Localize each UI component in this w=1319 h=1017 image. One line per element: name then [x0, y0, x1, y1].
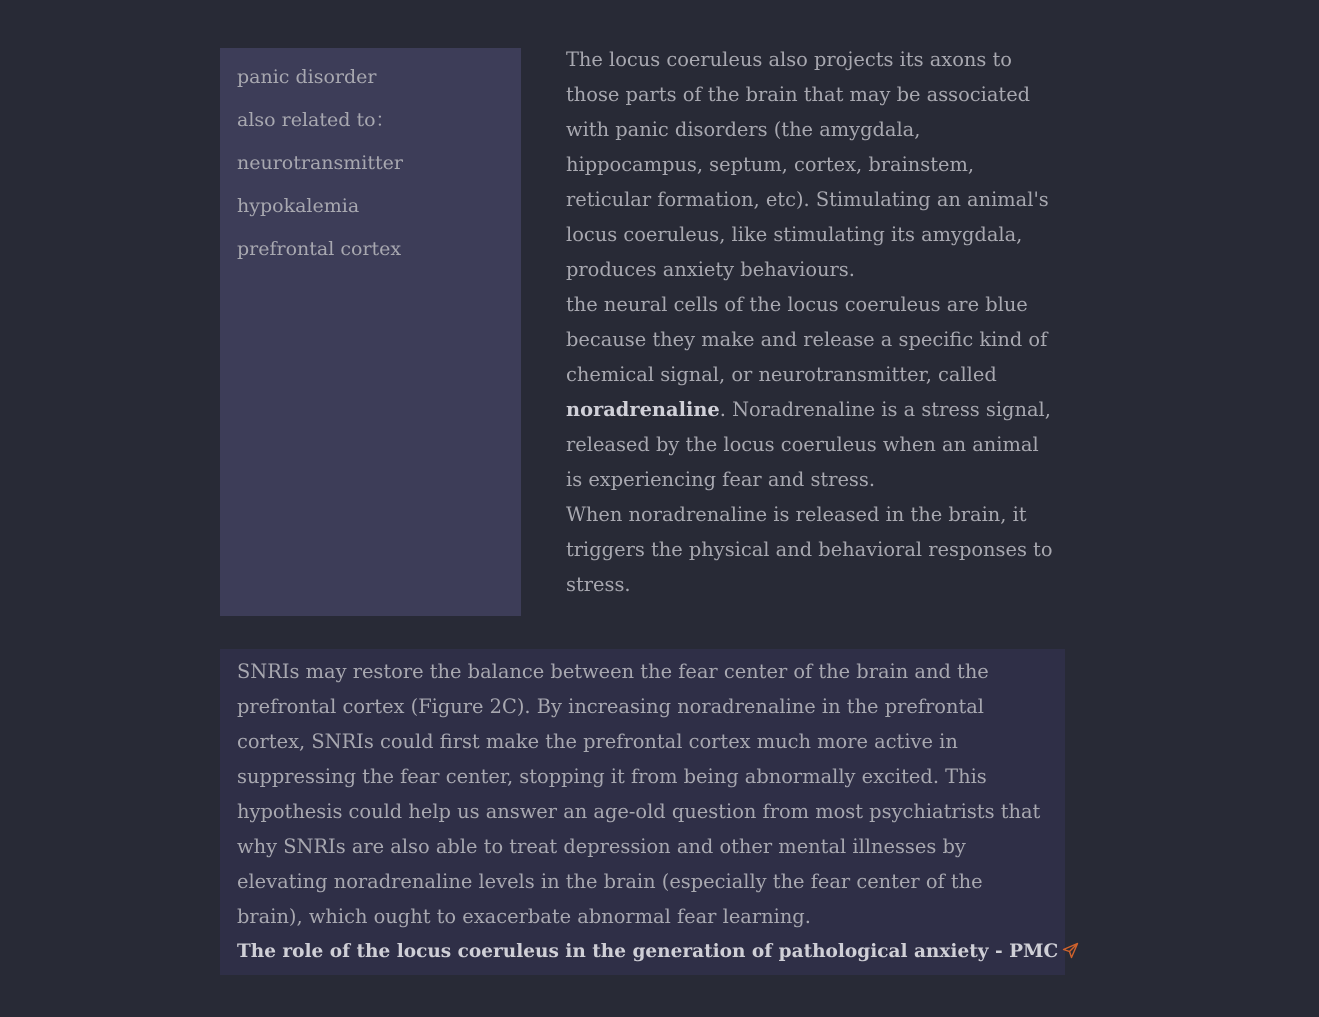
quote-box: [220, 649, 1065, 975]
source-link[interactable]: [237, 934, 1059, 969]
paragraph-neural-cells-end: . Noradrenaline is a stress signal, released by the locus coeruleus when an animal is experiencing fear and stress.: [566, 398, 1051, 491]
sidebar-item-hypokalemia[interactable]: hypokalemia: [237, 195, 360, 217]
sidebar-related-heading: also related to：: [237, 109, 395, 131]
source-link-label: The role of the locus coeruleus in the generation of pathological anxiety - PMC: [237, 941, 1059, 962]
main-article: [566, 42, 1056, 602]
paragraph-neural-cells-start: the neural cells of the locus coeruleus are blue because they make and release a specific kind of chemical signal, or neurotransmitter, called: [566, 293, 1048, 386]
sidebar-item-neurotransmitter[interactable]: neurotransmitter: [237, 152, 403, 174]
send-icon: [1062, 936, 1079, 953]
sidebar: [220, 48, 521, 616]
paragraph-neural-cells: [566, 287, 1056, 497]
sidebar-item-panic-disorder[interactable]: panic disorder: [237, 66, 377, 88]
paragraph-noradrenaline-release: When noradrenaline is released in the brain, it triggers the physical and behavioral responses to stress.: [566, 503, 1053, 596]
paragraph-locus-coeruleus: The locus coeruleus also projects its axons to those parts of the brain that may be associated with panic disorders (the amygdala, hippocampus, septum, cortex, brainstem, reticular formation, etc). Stimulating an animal's locus coeruleus, like stimulating its amygdala, produces anxiety behaviours.: [566, 48, 1049, 281]
quote-text: SNRIs may restore the balance between the fear center of the brain and the prefrontal cortex (Figure 2C). By increasing noradrenaline in the prefrontal cortex, SNRIs could first make the prefrontal cortex much more active in suppressing the fear center, stopping it from being abnormally excited. This hypothesis could help us answer an age-old question from most psychiatrists that why SNRIs are also able to treat depression and other mental illnesses by elevating noradrenaline levels in the brain (especially the fear center of the brain), which ought to exacerbate abnormal fear learning.: [237, 660, 1041, 928]
keyword-noradrenaline: noradrenaline: [566, 398, 720, 421]
sidebar-item-prefrontal-cortex[interactable]: prefrontal cortex: [237, 238, 402, 260]
